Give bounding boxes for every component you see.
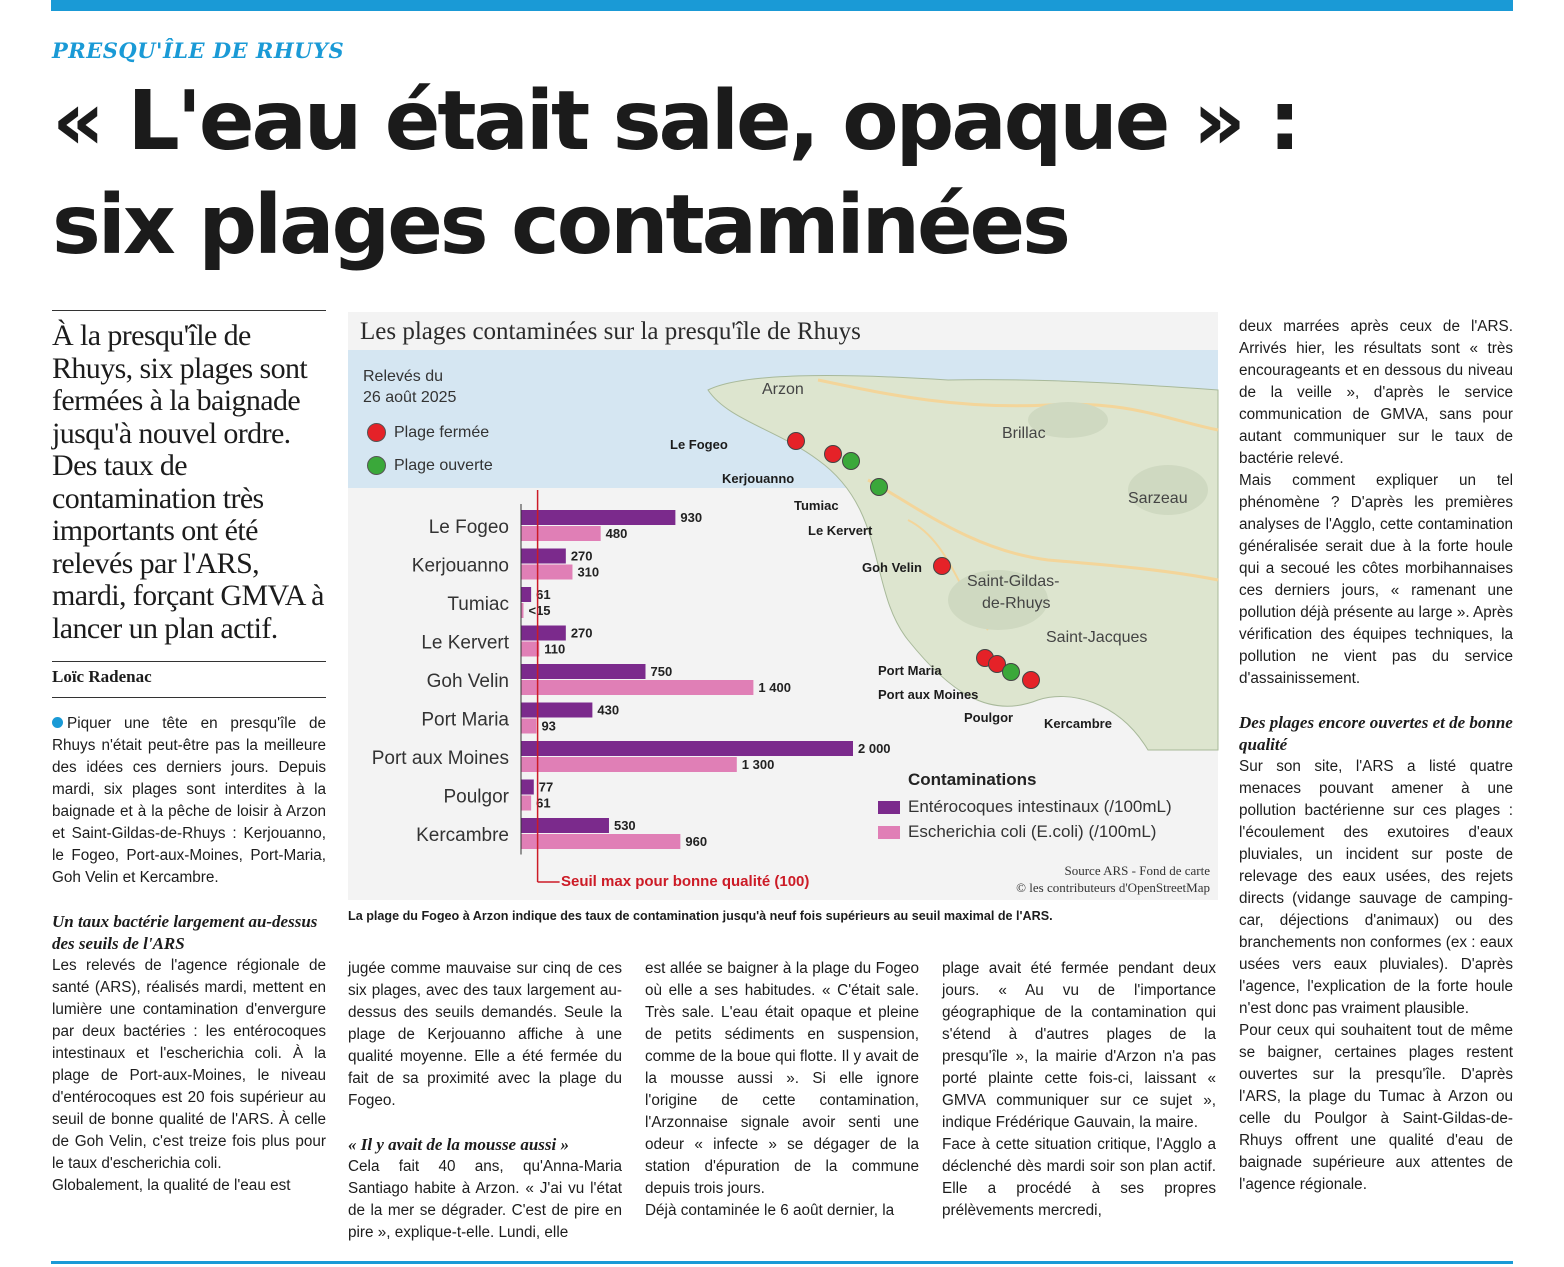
map-label-port-aux-moines: Port aux Moines [878, 687, 979, 702]
entero-swatch-icon [878, 801, 900, 814]
map-label-tumiac: Tumiac [794, 498, 839, 513]
bar-entero [521, 780, 534, 795]
threshold-label: Seuil max pour bonne qualité (100) [561, 873, 810, 890]
article-column-5 [1239, 316, 1513, 1196]
survey-date: Relevés du 26 août 2025 [363, 368, 457, 406]
bar-ecoli [521, 719, 536, 734]
infographic-title: Les plages contaminées sur la presqu'île de Rhuys [360, 318, 861, 345]
map-dot-tumiac [842, 452, 860, 470]
bar-ecoli [521, 642, 539, 657]
map-dot-poulgor [1002, 663, 1020, 681]
author-name: Loïc Radenac [52, 667, 152, 686]
bar-entero [521, 510, 675, 525]
ecoli-swatch-icon [878, 826, 900, 839]
data-label: 110 [544, 641, 566, 657]
article-column-1 [52, 713, 326, 1197]
legend-closed-beach: Plage fermée [367, 423, 489, 442]
col1-paragraph-3: Globalement, la qualité de l'eau est [52, 1177, 291, 1194]
map-label-le-fogeo: Le Fogeo [670, 437, 728, 452]
bar-entero [521, 549, 566, 564]
category-label: Port aux Moines [371, 748, 509, 769]
bar-ecoli [521, 680, 753, 695]
category-label: Tumiac [447, 594, 509, 615]
legend-open-beach: Plage ouverte [367, 456, 493, 475]
data-label: 530 [613, 818, 636, 833]
category-label: Goh Velin [426, 671, 509, 692]
data-label: 93 [541, 718, 556, 734]
map-dot-goh-velin [933, 557, 951, 575]
kicker: PRESQU'ÎLE DE RHUYS [52, 38, 345, 63]
chart-legend-entero: Entérocoques intestinaux (/100mL) [878, 797, 1172, 817]
data-label: 430 [597, 702, 620, 718]
map-label-port-maria: Port Maria [878, 663, 942, 678]
col5-subheading: Des plages encore ouvertes et de bonne qualité [1239, 713, 1513, 754]
town-label-saint-gildas: Saint-Gildas- [967, 573, 1060, 590]
data-label: 310 [577, 564, 600, 580]
data-label: 270 [570, 548, 593, 564]
lead-paragraph: À la presqu'île de Rhuys, six plages sont fermées à la baignade jusqu'à nouvel ordre. Des taux de contamination très importants ont été relevés par l'ARS, mardi, forçant GMVA à lancer un plan actif. [52, 319, 324, 645]
col4-paragraph-1: plage avait été fermée pendant deux jours. « Au vu de l'importance géographique de la contamination qui s'étend à d'autres plages de la presqu'île », la mairie d'Arzon n'a pas porté plainte cette fois-ci, laissant « GMVA communiquer sur ce sujet », indique Frédérique Gauvain, la maire. [942, 960, 1216, 1131]
bar-entero [521, 626, 566, 641]
data-label: 1 300 [741, 757, 775, 772]
bar-entero [521, 664, 646, 679]
category-label: Kercambre [416, 825, 509, 846]
bar-entero [521, 818, 609, 833]
col1-subheading: Un taux bactérie largement au-dessus des seuils de l'ARS [52, 912, 318, 953]
map-label-le-kervert: Le Kervert [808, 523, 873, 538]
map-label-kercambre: Kercambre [1044, 716, 1112, 731]
article-column-4 [942, 958, 1216, 1222]
headline-line-2: six plages contaminées [52, 178, 1068, 273]
category-label: Le Kervert [421, 632, 509, 654]
col4-paragraph-2: Face à cette situation critique, l'Agglo a déclenché dès mardi soir son plan actif. Elle a procédé à ses propres prélèvements mercredi, [942, 1136, 1216, 1219]
article-column-3 [645, 958, 919, 1222]
data-label: 930 [680, 510, 703, 525]
data-label: 960 [685, 834, 708, 849]
author-rule-top [52, 661, 326, 662]
data-label: 2 000 [858, 741, 891, 756]
town-label-arzon: Arzon [762, 381, 804, 398]
lead-rule [52, 310, 326, 311]
col5-paragraph-2: Mais comment expliquer un tel phénomène ? D'après les premières analyses de l'Agglo, cette contamination généralisée serait due à la forte houle qui a secoué les côtes morbihannaises ces derniers jours, « ramenant une pollution déjà présente au large ». Après vérification des équipes techniques, la pollution ne vient pas du service d'assainissement. [1239, 472, 1513, 687]
map-dot-le-fogeo [787, 432, 805, 450]
col3-paragraph-2: Déjà contaminée le 6 août dernier, la [645, 1202, 895, 1219]
col5-paragraph-4: Pour ceux qui souhaitent tout de même se baigner, certaines plages restent ouvertes sur la presqu'île. D'après l'ARS, la plage du Tumac à Arzon ou celle du Poulgor à Saint-Gildas-de-Rhuys offrent une qualité d'eau de baignade supérieure aux attentes de l'agence régionale. [1239, 1022, 1513, 1193]
chart-legend-ecoli: Escherichia coli (E.coli) (/100mL) [878, 822, 1156, 842]
bottom-accent-bar [51, 1261, 1513, 1264]
data-label: 77 [538, 779, 554, 795]
article-column-2 [348, 958, 622, 1244]
chart-legend-title: Contaminations [908, 770, 1037, 789]
data-label: 61 [536, 795, 551, 811]
bar-entero [521, 703, 592, 718]
map-dot-kercambre [1022, 671, 1040, 689]
col1-paragraph-2: Les relevés de l'agence régionale de santé (ARS), réalisés mardi, mettent en lumière une contamination d'envergure par deux bactéries : les entérocoques intestinaux et l'escherichia coli. À la plage de Port-aux-Moines, le niveau d'entérocoques est 20 fois supérieur au seuil de bonne qualité de l'ARS. À celle de Goh Velin, c'est treize fois plus pour le taux d'escherichia coli. [52, 957, 326, 1172]
col2-paragraph-1: jugée comme mauvaise sur cinq de ces six plages, avec des taux largement au-dessus des seuils demandés. Seule la plage de Kerjouanno affiche à une qualité moyenne. Elle a été fermée du fait de sa proximité avec la plage du Fogeo. [348, 960, 622, 1109]
col3-paragraph-1: est allée se baigner à la plage du Fogeo où elle a ses habitudes. « C'était sale. Très sale. L'eau était opaque et pleine de petits sédiments en suspension, comme de la boue qui flotte. Il y avait de la mousse aussi ». Si elle ignore l'origine de cette contamination, l'Arzonnaise signale avoir senti une odeur « infecte » se dégager de la station d'épuration de la commune depuis trois jours. [645, 960, 919, 1197]
headline-line-1: « L'eau était sale, opaque » : [52, 74, 1299, 169]
town-label-de-rhuys: de-Rhuys [982, 595, 1051, 612]
category-label: Poulgor [443, 786, 509, 808]
data-label: 1 400 [758, 680, 791, 695]
col2-subheading: « Il y avait de la mousse aussi » [348, 1135, 570, 1154]
data-label: 61 [536, 587, 551, 602]
headline [52, 70, 1352, 278]
town-label-saint-jacques: Saint-Jacques [1046, 629, 1148, 646]
town-label-brillac: Brillac [1002, 425, 1046, 442]
bar-entero [521, 587, 531, 602]
contamination-bar-chart [348, 490, 891, 890]
bar-ecoli [521, 757, 737, 772]
infographic-caption: La plage du Fogeo à Arzon indique des taux de contamination jusqu'à neuf fois supérieurs au seuil maximal de l'ARS. [348, 909, 1053, 923]
category-label: Kerjouanno [411, 555, 509, 577]
town-label-sarzeau: Sarzeau [1128, 490, 1188, 507]
bar-ecoli [521, 565, 572, 580]
red-dot-icon [367, 423, 386, 442]
col5-paragraph-3: Sur son site, l'ARS a listé quatre menaces pouvant amener à une pollution bactérienne sur ces plages : l'écoulement des exutoires d'eaux pluviales, un incident sur poste de relevage des eaux usées, des rejets directs (vidange sauvage de camping-car, déjections d'animaux) ou des branchements non conformes (ex : eaux usées vers eaux pluviales). D'après l'agence, l'explication de la forte houle n'est donc pas vraiment plausible. [1239, 758, 1513, 1017]
map-label-goh-velin: Goh Velin [862, 560, 922, 575]
data-label: 270 [570, 625, 593, 641]
author-rule-bottom [52, 697, 326, 698]
top-accent-bar [51, 0, 1513, 11]
data-label: <15 [528, 603, 551, 618]
category-label: Le Fogeo [428, 517, 509, 538]
map-label-kerjouanno: Kerjouanno [722, 471, 795, 486]
map-label-poulgor: Poulgor [964, 710, 1014, 725]
data-label: 480 [605, 526, 628, 541]
bar-ecoli [521, 526, 601, 541]
col2-paragraph-2: Cela fait 40 ans, qu'Anna-Maria Santiago habite à Arzon. « J'ai vu l'état de la mer se dégrader. C'est de pire en pire », explique-t-elle. Lundi, elle [348, 1158, 622, 1241]
bar-ecoli [521, 834, 680, 849]
bar-entero [521, 741, 853, 756]
bullet-dot-icon [52, 717, 63, 728]
data-label: 750 [650, 664, 673, 679]
green-dot-icon [367, 456, 386, 475]
bar-ecoli [521, 796, 531, 811]
col5-paragraph-1: deux marrées après ceux de l'ARS. Arrivés hier, les résultats sont « très encourageants et en dessous du niveau de la veille », d'après le service communication de GMVA, sans pour autant communiquer sur le taux de bactérie relevé. [1239, 318, 1513, 467]
map-dot-kerjouanno [824, 445, 842, 463]
col1-paragraph-1: Piquer une tête en presqu'île de Rhuys n'était peut-être pas la meilleure des idées ces derniers jours. Depuis mardi, six plages sont interdites à la baignade et à la pêche de loisir à Arzon et Saint-Gildas-de-Rhuys : Kerjouanno, le Fogeo, Port-aux-Moines, Port-Maria, Goh Velin et Kercambre. [52, 715, 326, 886]
category-label: Port Maria [421, 709, 509, 731]
chart-source: Source ARS - Fond de carte © les contributeurs d'OpenStreetMap [1016, 863, 1210, 895]
